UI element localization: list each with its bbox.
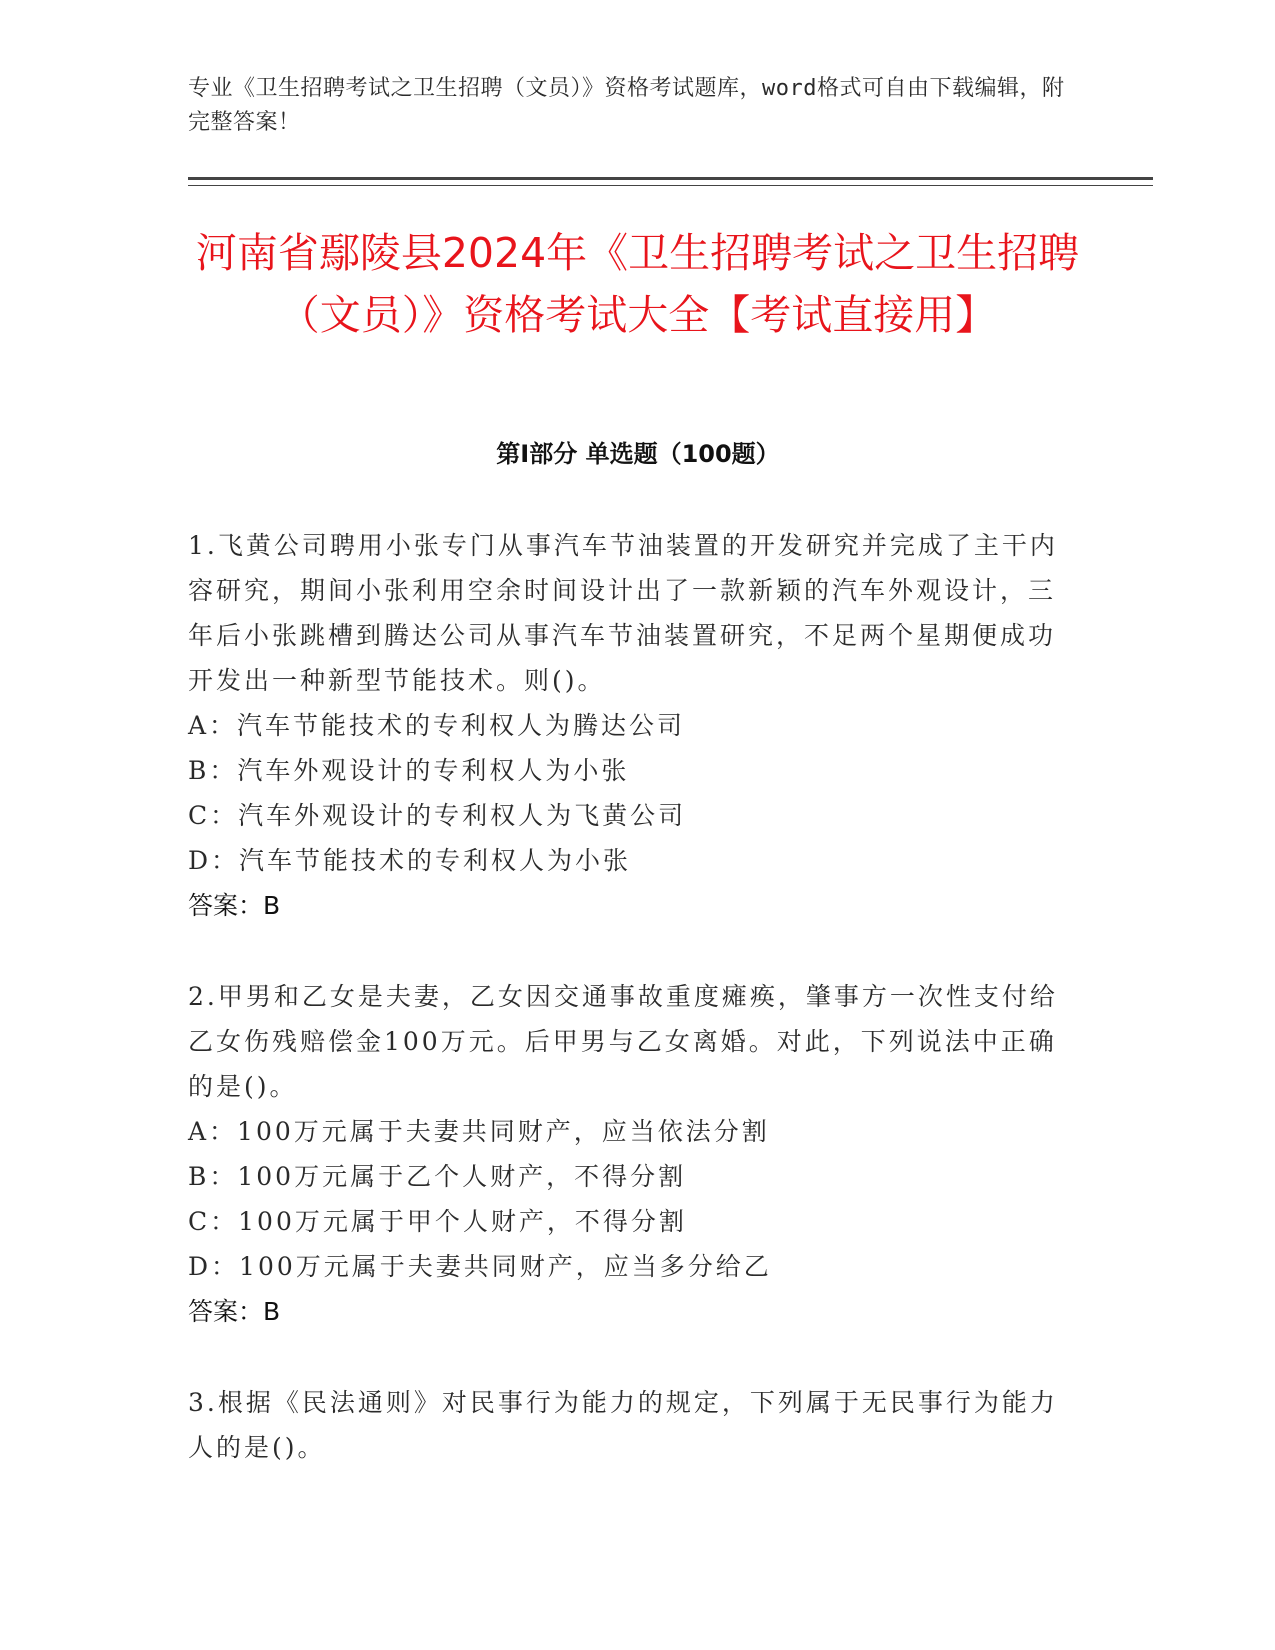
document-title: 河南省鄢陵县2024年《卫生招聘考试之卫生招聘（文员）》资格考试大全【考试直接用】 xyxy=(195,229,1080,339)
answer: 答案：B xyxy=(188,1297,281,1326)
header-note: 专业《卫生招聘考试之卫生招聘（文员）》资格考试题库，word格式可自由下载编辑，附完整答案！ xyxy=(188,76,1065,135)
question-2 xyxy=(188,974,1068,1334)
option-d: D：汽车节能技术的专利权人为小张 xyxy=(188,846,632,875)
option-c: C：100万元属于甲个人财产，不得分割 xyxy=(188,1207,687,1236)
question-3 xyxy=(188,1380,1068,1470)
option-a: A：100万元属于夫妻共同财产，应当依法分割 xyxy=(188,1117,770,1146)
option-b: B：汽车外观设计的专利权人为小张 xyxy=(188,756,630,785)
question-stem: 1.飞黄公司聘用小张专门从事汽车节油装置的开发研究并完成了主干内容研究，期间小张利用空余时间设计出了一款新颖的汽车外观设计，三年后小张跳槽到腾达公司从事汽车节油装置研究，不足两个星期便成功开发出一种新型节能技术。则()。 xyxy=(188,531,1058,695)
option-a: A：汽车节能技术的专利权人为腾达公司 xyxy=(188,711,686,740)
header-divider-thin xyxy=(188,185,1153,186)
question-stem: 2.甲男和乙女是夫妻，乙女因交通事故重度瘫痪，肇事方一次性支付给乙女伤残赔偿金100万元。后甲男与乙女离婚。对此，下列说法中正确的是()。 xyxy=(188,982,1058,1101)
question-1 xyxy=(188,523,1068,928)
option-b: B：100万元属于乙个人财产，不得分割 xyxy=(188,1162,687,1191)
section-heading: 第I部分 单选题（100题） xyxy=(496,440,780,468)
question-list xyxy=(188,523,1068,1516)
option-c: C：汽车外观设计的专利权人为飞黄公司 xyxy=(188,801,687,830)
answer: 答案：B xyxy=(188,891,281,920)
header-divider-thick xyxy=(188,177,1153,180)
question-stem: 3.根据《民法通则》对民事行为能力的规定，下列属于无民事行为能力人的是()。 xyxy=(188,1388,1058,1462)
option-d: D：100万元属于夫妻共同财产，应当多分给乙 xyxy=(188,1252,772,1281)
